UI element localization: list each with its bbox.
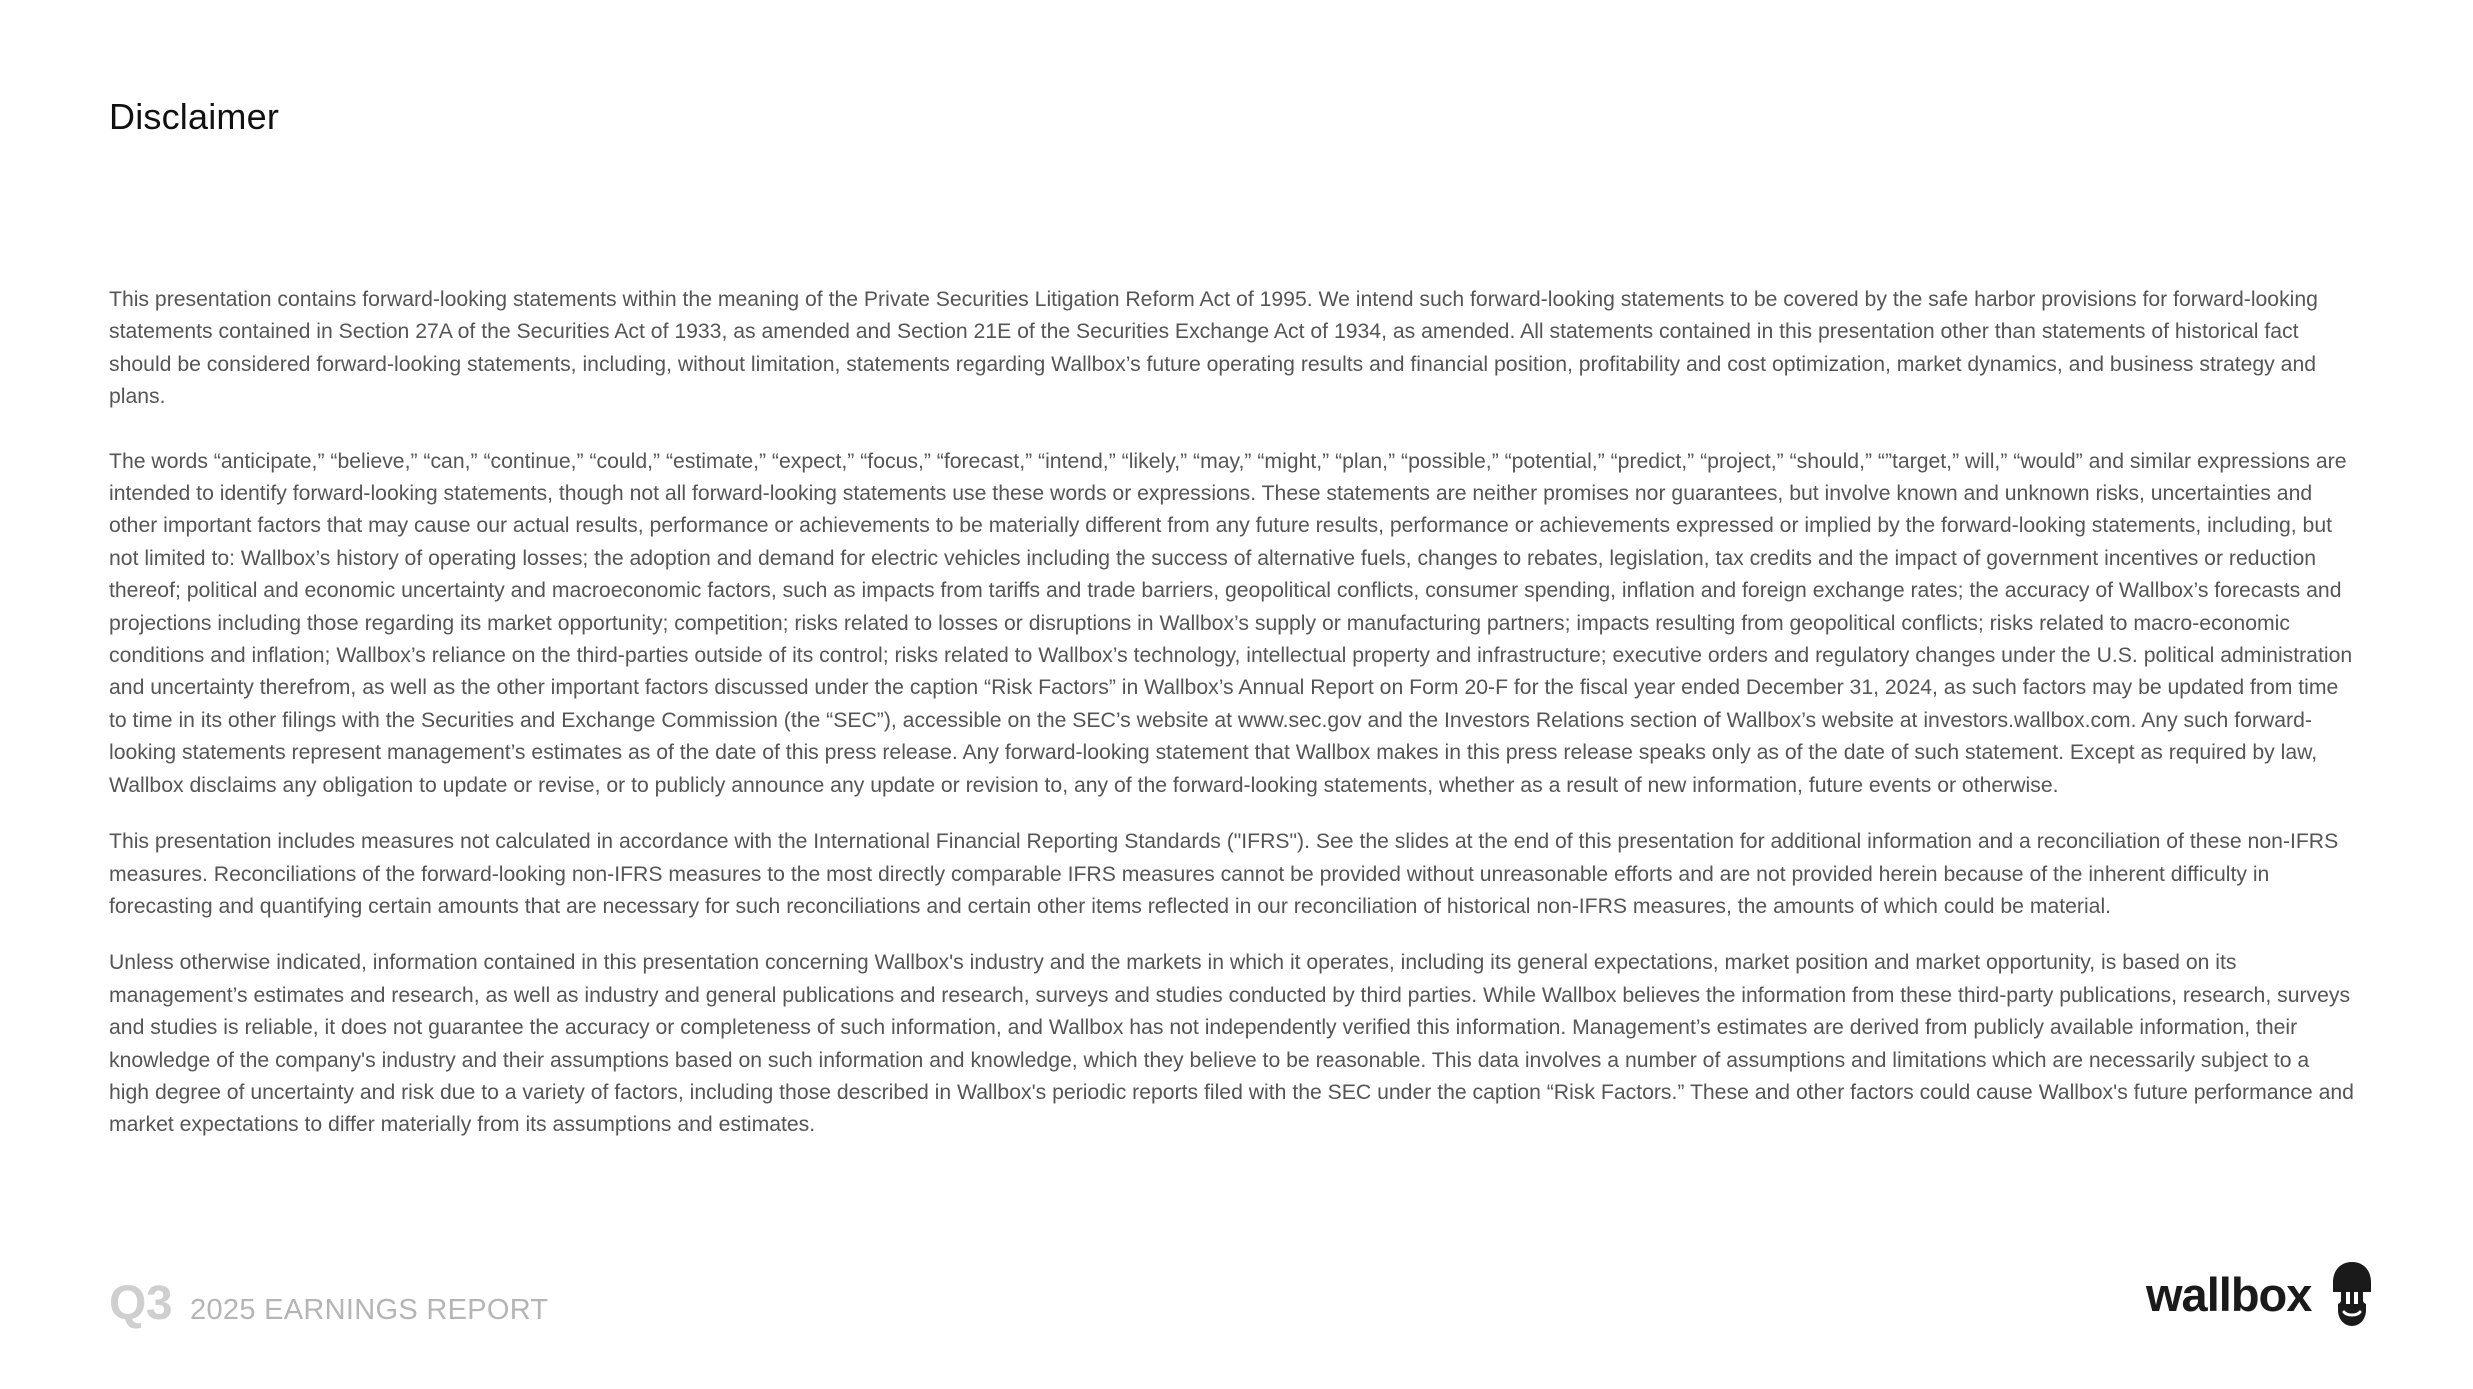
paragraph-risk-words: The words “anticipate,” “believe,” “can,” “continue,” “could,” “estimate,” “expect,” “focus,” “forecast,” “intend,” “likely,” “may,” “might,” “plan,” “possible,” “potential,” “predict,” “project,” “should,” “”target,” will,” “would” and similar expressions are intended to identify forward-looking statements, though not all forward-looking statements use these words or expressions. These statements are neither promises nor guarantees, but involve known and unknown risks, uncertainties and other important factors that may cause our actual results, performance or achievements to be materially different from any future results, performance or achievements expressed or implied by the forward-looking statements, including, but not limited to: Wallbox’s history of operating losses; the adoption and demand for electric vehicles including the success of alternative fuels, changes to rebates, legislation, tax credits and the impact of government incentives or reduction thereof; political and economic uncertainty and macroeconomic factors, such as impacts from tariffs and trade barriers, geopolitical conflicts, consumer spending, inflation and foreign exchange rates; the accuracy of Wallbox’s forecasts and projections including those regarding its market opportunity; competition; risks related to losses or disruptions in Wallbox’s supply or manufacturing partners; impacts resulting from geopolitical conflicts; risks related to macro-economic conditions and inflation; Wallbox’s reliance on the third-parties outside of its control; risks related to Wallbox’s technology, intellectual property and infrastructure; executive orders and regulatory changes under the U.S. political administration and uncertainty therefrom, as well as the other important factors discussed under the caption “Risk Factors” in Wallbox’s Annual Report on Form 20-F for the fiscal year ended December 31, 2024, as such factors may be updated from time to time in its other filings with the Securities and Exchange Commission (the “SEC”), accessible on the SEC’s website at www.sec.gov and the Investors Relations section of Wallbox’s website at investors.wallbox.com. Any such forward-looking statements represent management’s estimates as of the date of this press release. Any forward-looking statement that Wallbox makes in this press release speaks only as of the date of such statement. Except as required by law, Wallbox disclaims any obligation to update or revise, or to publicly announce any update or revision to, any of the forward-looking statements, whether as a result of new information, future events or otherwise. [109, 449, 2353, 797]
wallbox-mascot-icon [2333, 1262, 2371, 1326]
footer-report-label [109, 1276, 548, 1331]
footer-quarter: Q3 [109, 1277, 173, 1330]
wallbox-logo [2146, 1262, 2371, 1326]
paragraph-industry-data: Unless otherwise indicated, information contained in this presentation concerning Wallbox's industry and the markets in which it operates, including its general expectations, market position and market opportunity, is based on its management’s estimates and research, as well as industry and general publications and research, surveys and studies conducted by third parties. While Wallbox believes the information from these third-party publications, research, surveys and studies is reliable, it does not guarantee the accuracy or completeness of such information, and Wallbox has not independently verified this information. Management’s estimates are derived from publicly available information, their knowledge of the company's industry and their assumptions based on such information and knowledge, which they believe to be reasonable. This data involves a number of assumptions and limitations which are necessarily subject to a high degree of uncertainty and risk due to a variety of factors, including those described in Wallbox's periodic reports filed with the SEC under the caption “Risk Factors.” These and other factors could cause Wallbox's future performance and market expectations to differ materially from its assumptions and estimates. [109, 951, 2354, 1137]
paragraph-forward-looking: This presentation contains forward-looking statements within the meaning of the Private Securities Litigation Reform Act of 1995. We intend such forward-looking statements to be covered by the safe harbor provisions for forward-looking statements contained in Section 27A of the Securities Act of 1933, as amended and Section 21E of the Securities Exchange Act of 1934, as amended. All statements contained in this presentation other than statements of historical fact should be considered forward-looking statements, including, without limitation, statements regarding Wallbox’s future operating results and financial position, profitability and cost optimization, market dynamics, and business strategy and plans. [109, 288, 2318, 409]
logo-wordmark: wallbox [2146, 1267, 2312, 1321]
footer-report-title: 2025 EARNINGS REPORT [190, 1294, 549, 1326]
paragraph-non-ifrs: This presentation includes measures not calculated in accordance with the International Financial Reporting Standards ("IFRS"). See the slides at the end of this presentation for additional information and a reconciliation of these non-IFRS measures. Reconciliations of the forward-looking non-IFRS measures to the most directly comparable IFRS measures cannot be provided without unreasonable efforts and are not provided herein because of the inherent difficulty in forecasting and quantifying certain amounts that are necessary for such reconciliations and certain other items reflected in our reconciliation of historical non-IFRS measures, the amounts of which could be material. [109, 830, 2339, 918]
page-title: Disclaimer [109, 96, 280, 137]
disclaimer-body [109, 284, 2354, 1142]
